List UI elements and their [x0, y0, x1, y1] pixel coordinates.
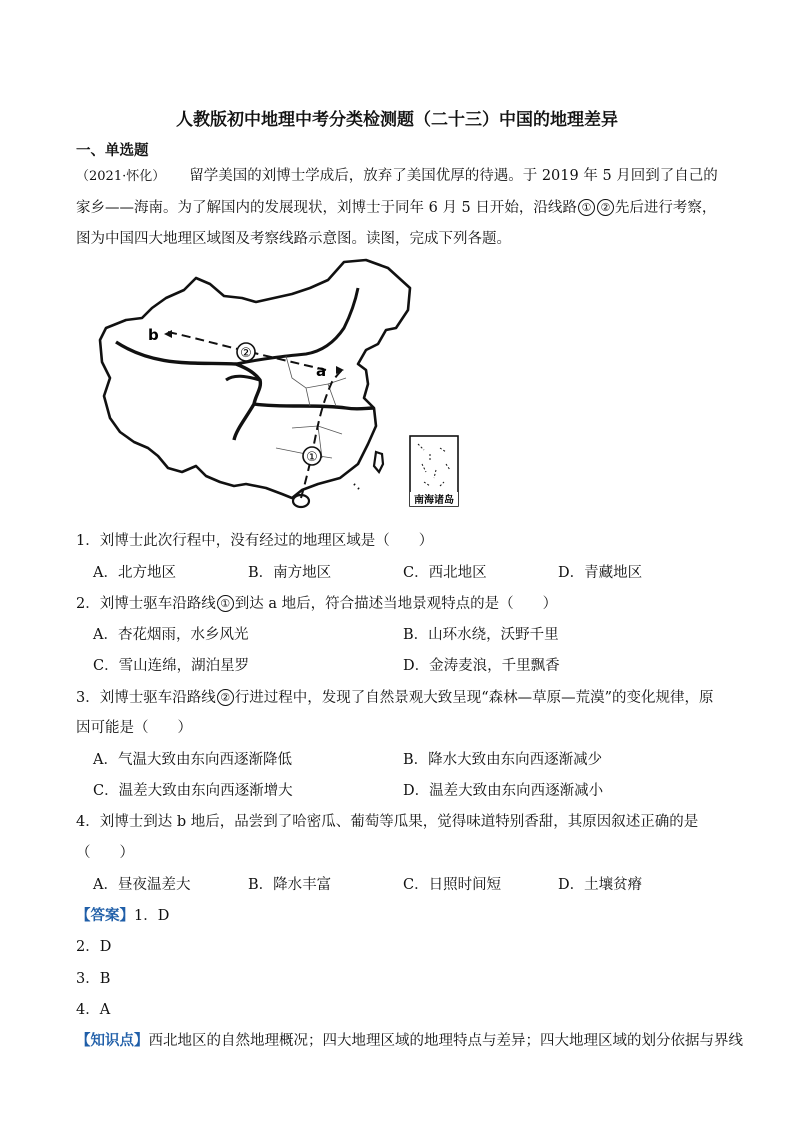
q2-option-c[interactable]: C．雪山连绵，湖泊星罗: [93, 658, 250, 674]
q2-option-a[interactable]: A．杏花烟雨，水乡风光: [93, 627, 249, 643]
answer-tag: 【答案】: [76, 908, 134, 924]
q1-option-d[interactable]: D．青藏地区: [558, 565, 643, 581]
intro-line-2: 家乡——海南。为了解国内的发展现状，刘博士于同年 6 月 5 日开始，沿线路 ① ② 先后进行考察，: [76, 200, 717, 216]
islands-dots: [354, 484, 359, 489]
section-heading: 一、单选题: [76, 143, 149, 159]
answer-line-4: 4．A: [76, 1002, 111, 1018]
knowledge-point-line: 【知识点】西北地区的自然地理概况；四大地理区域的地理特点与差异；四大地理区域的划分依据与界线: [76, 1033, 743, 1049]
route-2-mark: ②: [597, 199, 614, 216]
route-2-mark: ②: [217, 689, 234, 706]
intro-paragraph: [76, 165, 726, 250]
q3-option-c[interactable]: C．温差大致由东向西逐渐增大: [93, 783, 293, 799]
intro-line-1: （2021·怀化） 留学美国的刘博士学成后，放弃了美国优厚的待遇。于 2019 年 5 月回到了自己的: [76, 168, 718, 184]
question-2-stem: 2．刘博士驱车沿路线 ① 到达 a 地后，符合描述当地景观特点的是（ ）: [76, 596, 558, 612]
route-1-mark: ①: [217, 595, 234, 612]
q1-option-b[interactable]: B．南方地区: [248, 565, 332, 581]
label-a: a: [316, 362, 327, 380]
question-1-stem: 1．刘博士此次行程中，没有经过的地理区域是（ ）: [76, 533, 434, 549]
q4-option-d[interactable]: D．土壤贫瘠: [558, 877, 643, 893]
route-1-mark: ①: [578, 199, 595, 216]
q3-option-a[interactable]: A．气温大致由东向西逐渐降低: [93, 752, 292, 768]
question-3-stem-cont: 因可能是（ ）: [76, 720, 192, 736]
source-tag: （2021·怀化）: [76, 169, 166, 184]
q2-option-d[interactable]: D．金涛麦浪，千里飘香: [403, 658, 560, 674]
answer-line-2: 2．D: [76, 939, 112, 955]
q4-option-c[interactable]: C．日照时间短: [403, 877, 502, 893]
q1-option-c[interactable]: C．西北地区: [403, 565, 487, 581]
intro-line-3: 图为中国四大地理区域图及考察线路示意图。读图，完成下列各题。: [76, 231, 511, 247]
answer-line-1: 【答案】1．D: [76, 908, 170, 924]
point-b-marker: [164, 330, 172, 338]
q3-option-d[interactable]: D．温差大致由东向西逐渐减小: [403, 783, 604, 799]
question-3-stem: 3．刘博士驱车沿路线 ② 行进过程中，发现了自然景观大致呈现“森林—草原—荒漠”的变化规律，原: [76, 690, 714, 706]
route-2-label: ②: [240, 346, 252, 361]
q4-option-a[interactable]: A．昼夜温差大: [93, 877, 191, 893]
q4-option-b[interactable]: B．降水丰富: [248, 877, 332, 893]
label-b: b: [148, 326, 159, 344]
inset-label: 南海诸岛: [414, 495, 454, 506]
question-4-stem-cont: （ ）: [76, 845, 134, 861]
answer-line-3: 3．B: [76, 971, 111, 987]
china-regions-map: [96, 258, 466, 513]
north-south-boundary: [254, 404, 374, 409]
route-1-label: ①: [306, 450, 318, 465]
taiwan-island: [374, 452, 383, 472]
q1-option-a[interactable]: A．北方地区: [93, 565, 176, 581]
question-4-stem: 4．刘博士到达 b 地后，品尝到了哈密瓜、葡萄等瓜果，觉得味道特别香甜，其原因叙述正确的是: [76, 814, 699, 830]
q3-option-b[interactable]: B．降水大致由东向西逐渐减少: [403, 752, 603, 768]
q2-option-b[interactable]: B．山环水绕，沃野千里: [403, 627, 559, 643]
knowledge-tag: 【知识点】: [76, 1033, 149, 1049]
document-title: 人教版初中地理中考分类检测题（二十三）中国的地理差异: [176, 110, 618, 130]
